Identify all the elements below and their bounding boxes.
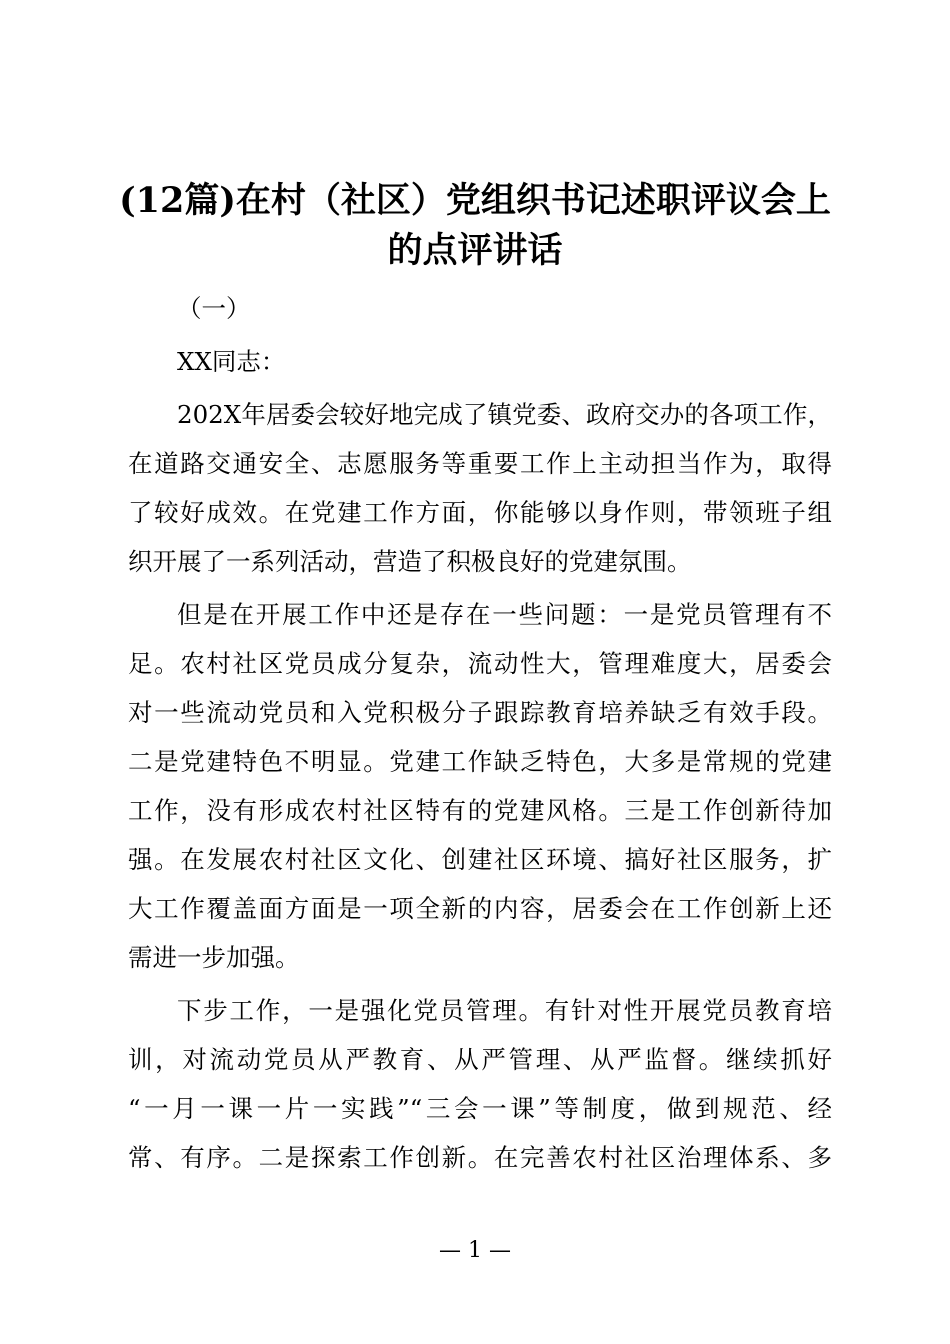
title-line-1: (12篇)在村（社区）党组织书记述职评议会上	[119, 180, 831, 221]
paragraph-line: 织开展了一系列活动，营造了积极良好的党建氛围。	[128, 547, 692, 576]
paragraph-1	[128, 390, 832, 586]
paragraph-line: 大工作覆盖面方面是一项全新的内容，居委会在工作创新上还	[128, 894, 832, 923]
title-line-2: 的点评讲话	[387, 230, 563, 271]
paragraph-line: 强。在发展农村社区文化、创建社区环境、搞好社区服务，扩	[128, 845, 832, 874]
paragraph-line: “一月一课一片一实践”“三会一课”等制度，做到规范、经	[128, 1094, 832, 1123]
paragraph-line: 对一些流动党员和入党积极分子跟踪教育培养缺乏有效手段。	[128, 698, 832, 727]
paragraph-line: 202X年居委会较好地完成了镇党委、政府交办的各项工作，	[177, 400, 832, 429]
paragraph-line: 但是在开展工作中还是存在一些问题：一是党员管理有不	[177, 600, 832, 629]
document-body	[128, 284, 832, 1186]
paragraph-line: 下步工作，一是强化党员管理。有针对性开展党员教育培	[177, 996, 832, 1025]
paragraph-2	[128, 590, 832, 982]
paragraph-line: 在道路交通安全、志愿服务等重要工作上主动担当作为，取得	[128, 449, 832, 478]
paragraph-line: 足。农村社区党员成分复杂，流动性大，管理难度大，居委会	[128, 649, 832, 678]
paragraph-line: 需进一步加强。	[128, 943, 300, 972]
page-number: — 1 —	[439, 1238, 511, 1263]
paragraph-line: 常、有序。二是探索工作创新。在完善农村社区治理体系、多	[128, 1143, 832, 1172]
paragraph-line: 了较好成效。在党建工作方面，你能够以身作则，带领班子组	[128, 498, 832, 527]
salutation: XX同志：	[177, 347, 286, 376]
paragraph-3	[128, 986, 832, 1182]
paragraph-line: 训，对流动党员从严教育、从严管理、从严监督。继续抓好	[128, 1045, 832, 1074]
section-number: （一）	[177, 294, 251, 323]
paragraph-line: 二是党建特色不明显。党建工作缺乏特色，大多是常规的党建	[128, 747, 832, 776]
document-title	[110, 176, 840, 276]
paragraph-line: 工作，没有形成农村社区特有的党建风格。三是工作创新待加	[128, 796, 832, 825]
